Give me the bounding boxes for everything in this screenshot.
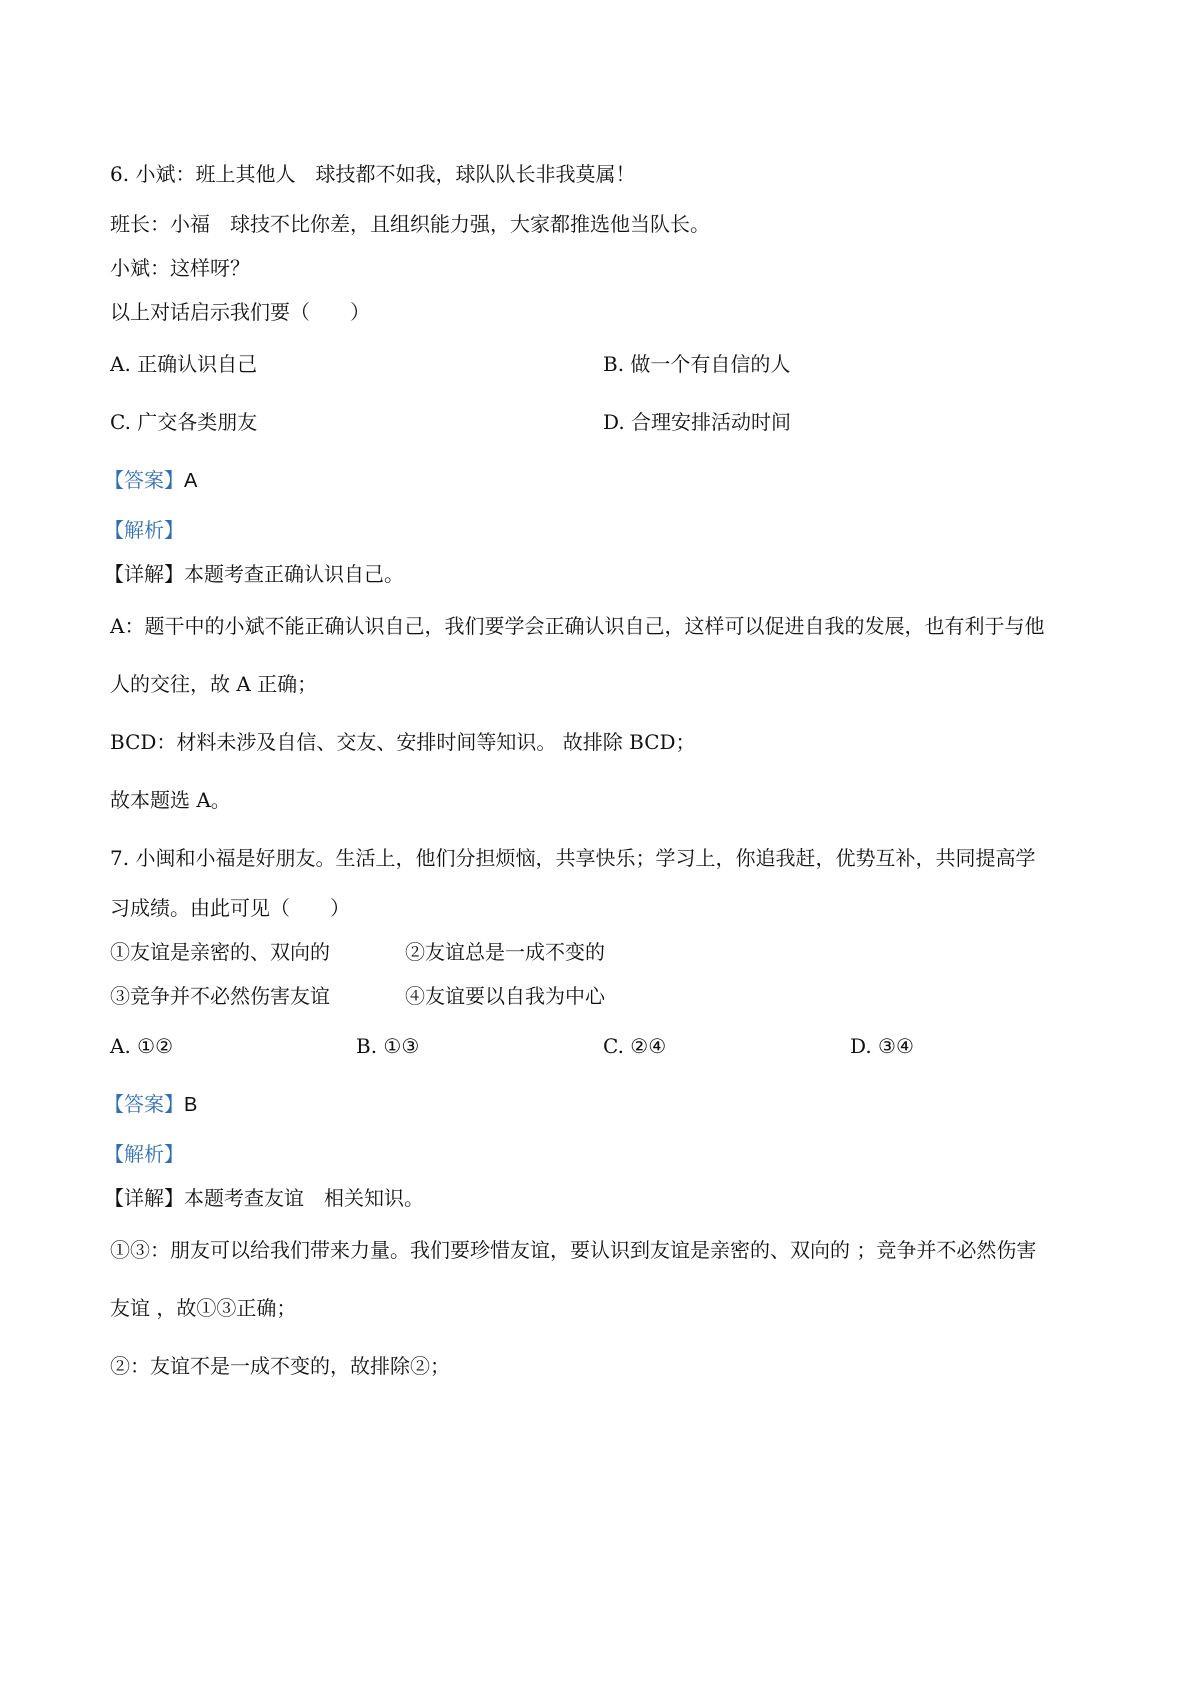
q7-answer bbox=[104, 1090, 197, 1119]
q6-option-c: C. 广交各类朋友 bbox=[110, 410, 258, 434]
q7-option-b: B. ①③ bbox=[356, 1034, 420, 1058]
q6-analysis-tag: 【解析】 bbox=[104, 518, 184, 542]
q6-answer-tag: 【答案】 bbox=[104, 468, 184, 492]
q7-explanation-2: 友谊 ，故①③正确； bbox=[110, 1296, 297, 1320]
q6-line-2: 班长：小福 球技不比你差，且组织能力强，大家都推选他当队长。 bbox=[110, 212, 710, 236]
q7-option-d: D. ③④ bbox=[850, 1034, 914, 1058]
q7-analysis-tag: 【解析】 bbox=[104, 1142, 184, 1166]
q6-explanation-2: 人的交往，故 A 正确； bbox=[110, 672, 318, 696]
q6-option-d: D. 合理安排活动时间 bbox=[603, 410, 792, 434]
q7-option-c: C. ②④ bbox=[603, 1034, 667, 1058]
q6-explanation-4: 故本题选 A。 bbox=[110, 788, 231, 812]
q6-explanation-1: A：题干中的小斌不能正确认识自己，我们要学会正确认识自己，这样可以促进自我的发展，也有利于与他 bbox=[110, 614, 1045, 638]
q7-answer-value: B bbox=[184, 1094, 198, 1116]
q7-statement-3: ③竞争并不必然伤害友谊 bbox=[110, 984, 330, 1008]
q6-line-3: 小斌：这样呀？ bbox=[110, 256, 250, 280]
q6-answer bbox=[104, 466, 197, 495]
q7-explanation-3: ②：友谊不是一成不变的，故排除②； bbox=[110, 1354, 450, 1378]
q6-explanation-3: BCD：材料未涉及自信、交友、安排时间等知识。 故排除 BCD； bbox=[110, 730, 696, 754]
q6-option-a: A. 正确认识自己 bbox=[110, 352, 258, 376]
q7-statement-1: ①友谊是亲密的、双向的 bbox=[110, 940, 330, 964]
q7-statement-2: ②友谊总是一成不变的 bbox=[405, 940, 605, 964]
q7-line-2: 习成绩。由此可见（ ） bbox=[110, 896, 350, 920]
q6-line-1: 6. 小斌：班上其他人 球技都不如我，球队队长非我莫属！ bbox=[110, 162, 636, 186]
q7-option-a: A. ①② bbox=[110, 1034, 174, 1058]
q6-option-b: B. 做一个有自信的人 bbox=[603, 352, 791, 376]
q7-line-1: 7. 小闽和小福是好朋友。生活上，他们分担烦恼，共享快乐；学习上，你追我赶，优势互补，共同提高学 bbox=[110, 846, 1036, 870]
q6-detail: 【详解】本题考查正确认识自己。 bbox=[104, 562, 404, 586]
q7-statement-4: ④友谊要以自我为中心 bbox=[405, 984, 605, 1008]
q6-stem: 以上对话启示我们要（ ） bbox=[110, 300, 370, 324]
q7-explanation-1: ①③：朋友可以给我们带来力量。我们要珍惜友谊，要认识到友谊是亲密的、双向的 ；竞争并不必然伤害 bbox=[110, 1238, 1037, 1262]
q7-answer-tag: 【答案】 bbox=[104, 1092, 184, 1116]
q7-detail: 【详解】本题考查友谊 相关知识。 bbox=[104, 1186, 424, 1210]
q6-answer-value: A bbox=[184, 470, 198, 492]
